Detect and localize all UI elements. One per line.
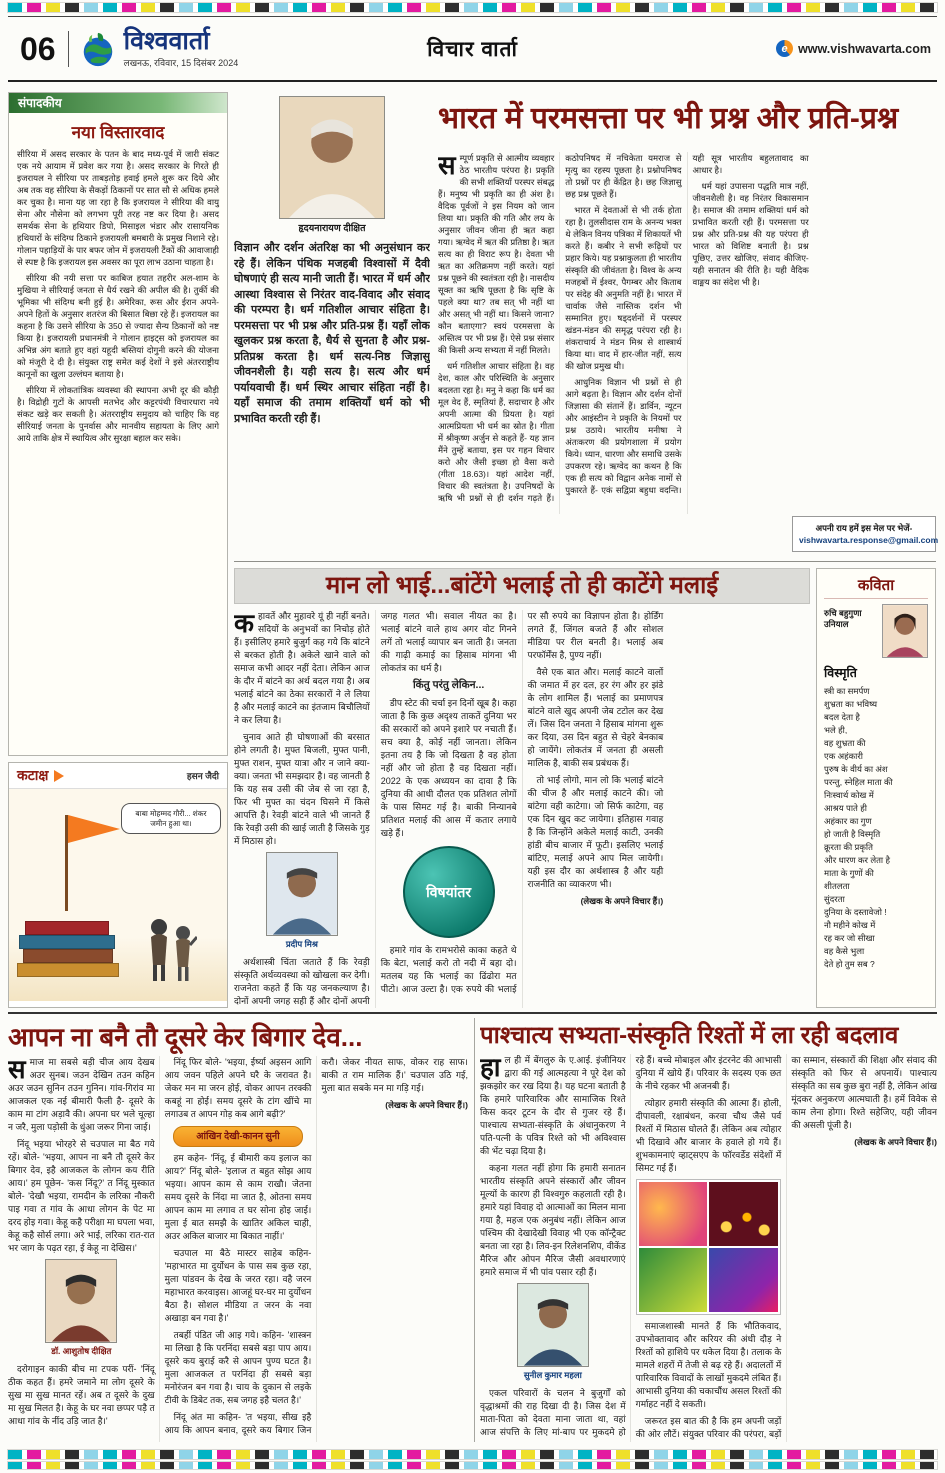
author-photo [279,96,385,234]
festival-photo [639,1182,708,1246]
speech-bubble: बाबा मोहम्मद गौरी... शंकर जमीन हुआ था। [121,803,221,834]
article-paragraph: निंदू भइया भोरहरे से चउपाल मा बैठ गये रहें। बोले- 'भइया, आपन ना बनै तौ दूसरे केर बिगार देव, इहै आजकल के लोगन कय रीति आय।' हम पूछेन- 'कस निंदू?' त निंदू मुस्कात बोले- 'देखौ भइया, रामदीन के लरिका नौकरी पाइ गवा त गांव के आधा लोगन के पेट मा दरद होइ गवा। केहू कहै परीक्षा मा घपला भवा, केहू कहै सोर्स लगा। अरे भाई, लरिका रात-रात भर जाग के पढ़त रहा, ई केहू ना देखिस।' [8,1139,155,1253]
edition-line: लखनऊ, रविवार, 15 दिसंबर 2024 [123,58,239,69]
article-paragraph: डीप स्टेट की चर्चा इन दिनों खूब है। कहा जाता है कि कुछ अदृश्य ताकतें दुनिया भर की सरकारों को अपने इशारे पर नचाती हैं। सच क्या है, कोई नहीं जानता। लेकिन इतना तय है कि जो दिखता है वह होता नहीं और जो होता है वह दिखता नहीं। 2022 के एक अध्ययन का दावा है कि दुनिया की आधी दौलत एक प्रतिशत लोगों के पास सिमट गई है। बाकी निन्यानबे प्रतिशत मलाई की आस में कतार लगाये खड़े हैं। [380,698,517,838]
author-portrait [279,96,385,219]
article-paragraph: कहना गलत नहीं होगा कि हमारी सनातन भारतीय संस्कृति अपने संस्कारों और जीवन मूल्यों के कारण ही विश्वगुरु कहलाती रही है। हमारे यहां विवाह दो आत्माओं का मिलन माना गया है, महज एक अनुबंध नहीं। लेकिन आज पश्चिम की देखादेखी विवाह भी एक कॉन्ट्रैक्ट बनता जा रहा है। लिव-इन रिलेशनशिप, वीकेंड मैरिज और ओपन मैरिज जैसी अवधारणाएं हमारे समाज में भी पांव पसार रही हैं। [480,1163,626,1277]
editorial-box [8,92,228,756]
poet-name: रुचि बहुगुणा उनियाल [824,608,862,629]
poem-line: क्रूरता की प्रकृति [824,842,873,852]
cartoon-figures [143,913,197,983]
poem-line: शीतलता [824,881,850,891]
article-paragraph: समाज मा सबसे बड़ी चीज आय देखब अउर सुनब। जउन देखिन तउन कहिन अउर जउन सुनिन तउन गुनिन। गांव-गिरांव मा आजकल एक नई बीमारी फैली है- दूसरे के काम मा टांग अड़ावै की। अपना घर भले चूल्हा न जरै, मुला पड़ोसी के धुंआ जरूर गिना जाई। [8,1056,155,1132]
poem-section-label: कविता [824,575,928,599]
poem-title: विस्मृति [824,666,857,680]
bottom-left-headline: आपन ना बनै तौ दूसरे केर बिगार देव... [8,1022,363,1052]
article-paragraph: सीरिया में लोकतांत्रिक व्यवस्था की स्थापना अभी दूर की कौड़ी है। विद्रोही गुटों के आपसी मतभेद और कट्टरपंथी विचारधारा नये संकट खड़े कर सकती है। अंतरराष्ट्रीय समुदाय को चाहिए कि वह सीरियाई जनता के पुनर्वास और मानवीय सहायता के लिए आगे आये ताकि क्षेत्र में स्थायित्व और सुरक्षा बहाल कर सके। [17,385,219,443]
bottom-right-body [480,1054,937,1442]
article-paragraph: कहावतें और मुहावरे यूं ही नहीं बनते। सदियों के अनुभवों का निचोड़ होते हैं। इसीलिए हमारे बुजुर्ग कह गये कि बांटने से बरकत होती है। अकेले खाने वाले को समाज कभी आदर नहीं देता। लेकिन आज के दौर में बांटने का अर्थ बदल गया है। अब भलाई बांटने का ठेका सरकारों ने ले लिया है और मलाई काटने का इंतजाम बिचौलियों ने कर लिया है। [234,610,370,725]
poem-line: स्त्री का समर्पण [824,686,870,696]
author-disclaimer: (लेखक के अपने विचार हैं।) [385,1100,468,1110]
poem-box [816,568,936,1008]
website-link[interactable]: www.vishwavarta.com [798,41,931,56]
feedback-email[interactable]: vishwavarta.response@gmail.com [799,535,939,545]
column-series-badge: आंखिन देखी-कानन सुनी [173,1126,302,1147]
article-paragraph: आधुनिक विज्ञान भी प्रश्नों से ही आगे बढ़ता है। विज्ञान और दर्शन दोनों जिज्ञासा की संतानें हैं। डार्विन, न्यूटन और आइंस्टीन ने प्रकृति के नियमों पर प्रश्न उठाये। भारतीय मनीषा ने अंतःकरण की प्रयोगशाला में प्रयोग किये। ध्यान, धारणा और समाधि उसके उपकरण रहे। ऋग्वेद का कथन है कि एक ही सत्य को विद्वान अनेक नामों से पुकारते हैं- एकं सद्विप्रा बहुधा वदन्ति। यही सूत्र भारतीय बहुलतावाद का आधार है। [565,153,809,495]
author-photo [266,852,338,951]
author-portrait [517,1283,589,1367]
article-paragraph: तबहीं पंडित जी आइ गये। कहिन- 'शास्त्रन मा लिखा है कि परनिंदा सबसे बड़ा पाप आय। दूसरे कय बुराई करै से आपन पुण्य घटत है। मुला आजकल त परनिंदा ही सबसे बड़ा मनोरंजन बन गवा है। चाय के दुकान से लइके टीवी के डिबेट तक, सब जगह इहै चलत है।' [164,1330,312,1405]
main-headline: भारत में परमसत्ता पर भी प्रश्न और प्रति-प्रश्न [438,102,899,135]
section-divider [234,561,936,562]
cartoon-box [8,762,228,1008]
poem-line: नौ महीने कोख में [824,920,876,930]
article-subhead: किंतु परंतु लेकिन... [412,679,485,691]
article-paragraph: भारत में देवताओं से भी तर्क होता रहा है। तुलसीदास राम के अनन्य भक्त थे लेकिन विनय पत्रिका में शिकायतें भी करते हैं। कबीर ने सभी रूढ़ियों पर प्रहार किये। यह प्रश्नाकुलता ही भारतीय संस्कृति की जीवंतता है। विश्व के अन्य मजहबों में ईश्वर, पैगम्बर और किताब पर संदेह की अनुमति नहीं है। भारत में चार्वाक जैसे नास्तिक दर्शन भी सम्मानित हुए। षड्दर्शनों में परस्पर खंडन-मंडन की समृद्ध परंपरा रही है। शंकराचार्य ने मंडन मिश्र से शास्त्रार्थ किया था। वाद में हार-जीत नहीं, सत्य की खोज प्रमुख थी। [565,205,682,371]
festival-photo [709,1182,778,1246]
pull-quote: विज्ञान और दर्शन अंतरिक्ष का भी अनुसंधान कर रहे हैं। लेकिन पंथिक मजहबी विश्वासों में दैवी घोषणाएं ही सत्य मानी जाती हैं। भारत में धर्म और आस्था विश्वास से निरंतर वाद-विवाद और संवाद की परम्परा है। धर्म गतिशील आचार संहिता है। परमसत्ता पर भी प्रश्न और प्रति-प्रश्न हैं। यहाँ लोक खुलकर प्रश्न करता है, धैर्य से सुनता है और प्रश्न-प्रतिप्रश्न करता है। धर्म सत्य-निष्ठ जिज्ञासु जीवनशैली है। यही सत्य है। सत्य और धर्म पर्यायवाची हैं। धर्म स्थिर आचार संहिता नहीं है। यहाँ समाज की तमाम शक्तियाँ धर्म को भी प्रभावित करती रही हैं। [234,242,430,425]
article-paragraph: त्योहार हमारी संस्कृति की आत्मा हैं। होली, दीपावली, रक्षाबंधन, करवा चौथ जैसे पर्व रिश्तों में मिठास घोलते हैं। लेकिन अब त्योहार भी दिखावे और बाजार के हवाले हो गये हैं। शुभकामनाएं व्हाट्सएप के फॉरवर्डेड संदेशों में सिमट गई हैं। [635,1098,782,1173]
article-paragraph: हाल ही में बेंगलुरु के ए.आई. इंजीनियर द्वारा की गई आत्महत्या ने पूरे देश को झकझोर कर रख दिया है। यह घटना बताती है कि हमारे पारिवारिक और सामाजिक रिश्ते किस कदर टूटन के दौर से गुजर रहे हैं। पाश्चात्य सभ्यता-संस्कृति के अंधानुकरण ने पति-पत्नी के पवित्र रिश्ते को भी अविश्वास की भेंट चढ़ा दिया है। [480,1054,626,1156]
feedback-note [792,516,939,552]
editorial-headline: नया विस्तारवाद [71,123,165,142]
article-paragraph: एकल परिवारों के चलन ने बुजुर्गों को वृद्धाश्रमों की राह दिखा दी है। जिस देश में माता-पिता को देवता माना जाता था, वहां आज संपत्ति के लिए मां-बाप पर मुकदमे हो रहे हैं। बच्चे मोबाइल और इंटरनेट की आभासी दुनिया में खोये हैं। परिवार के सदस्य एक छत के नीचे रहकर भी अजनबी हैं। [480,1055,782,1437]
masthead [79,28,239,69]
cartoon-label: कटाक्ष [17,767,49,783]
epaper-icon: e [776,40,793,57]
article-paragraph: धर्म यहां उपासना पद्धति मात्र नहीं, जीवनशैली है। वह निरंतर विकासमान है। समाज की तमाम शक्तियां धर्म को प्रभावित करती रही हैं। परमसत्ता पर प्रश्न और प्रति-प्रश्न की यह परंपरा ही भारत को विशिष्ट बनाती है। प्रश्न पूछिए, उत्तर खोजिए, संवाद कीजिए- यही सनातन की रीति है। यही वैदिक वाङ्मय का संदेश भी है। [692,181,809,287]
arrow-icon [54,770,64,782]
festival-photo [639,1248,708,1312]
article-paragraph: अर्थशास्त्री चिंता जताते हैं कि रेवड़ी संस्कृति अर्थव्यवस्था को खोखला कर देगी। राजनेता कहते हैं कि यह जनकल्याण है। दोनों अपनी जगह सही हैं और दोनों अपनी जगह गलत भी। सवाल नीयत का है। भलाई बांटने वाले हाथ अगर वोट गिनने लगें तो भलाई व्यापार बन जाती है। जनता की गाढ़ी कमाई का हिसाब मांगना भी लोकतंत्र का धर्म है। [234,611,517,1006]
book-illustration [23,949,113,963]
poem-line: वह कैसे भुला [824,946,865,956]
editorial-body [9,148,227,748]
saffron-flag-icon [68,815,120,843]
article-paragraph: हम कहेन- 'निंदू, ई बीमारी कय इलाज का आय?' निंदू बोले- 'इलाज त बहुत सोझ आय भइया। आपन काम से काम राखौ। जेतना समय दूसरे के निंदा मा जात है, ओतना समय आपन काम मा लगाव त घर सोना होइ जाई। मुला ई बात समझै के खातिर अकिल चाही, अउर अकिल बाजार मा बिकात नाहीं।' [164,1153,312,1241]
poem-line: एक अहंकारी [824,751,864,761]
book-illustration [19,935,115,949]
page-number: 06 [8,31,69,67]
cartoon-illustration [9,789,227,1001]
poem-line: परन्तु, स्नेहिल माता की [824,777,893,787]
article-paragraph: चुनाव आते ही घोषणाओं की बरसात होने लगती है। मुफ्त बिजली, मुफ्त पानी, मुफ्त राशन, मुफ्त यात्रा और न जाने क्या-क्या। जनता भी समझदार है। वह जानती है कि यह सब उसी की जेब से जा रहा है, फिर भी मुफ्त का चंदन घिसने में किसे आपत्ति है। रेवड़ी बांटने वाले भी जानते हैं कि रेवड़ी उसी की खाई जाती है जिसके गुड़ में मिठास हो। [234,732,370,846]
poem-line: दुनिया के दस्तावेजो ! [824,907,887,917]
cartoonist-name: हसन जैदी [186,771,219,781]
poem-line: निःस्वार्थ कोख में [824,790,874,800]
poem-line: पुरुष के वीर्य का अंश [824,764,888,774]
print-registration-bar [8,3,937,12]
author-portrait [266,852,338,936]
article-paragraph: जरूरत इस बात की है कि हम अपनी जड़ों की ओर लौटें। संयुक्त परिवार की परंपरा, बड़ों का सम्मान, संस्कारों की शिक्षा और संवाद की संस्कृति को फिर से अपनायें। पाश्चात्य संस्कृति का सब कुछ बुरा नहीं है, लेकिन आंख मूंदकर अनुकरण आत्मघाती है। हमें विवेक से काम लेना होगा। रिश्ते सहेजिए, यही जीवन की असली पूंजी है। [635,1055,937,1439]
article-paragraph: धर्म गतिशील आचार संहिता है। वह देश, काल और परिस्थिति के अनुसार बदलता रहा है। मनु ने कहा कि धर्म का मूल वेद हैं, स्मृतियां हैं, सदाचार है और अपनी आत्मा की प्रियता है। यहां आत्मप्रियता भी धर्म का स्रोत है। गीता में श्रीकृष्ण अर्जुन से कहते हैं- यह ज्ञान मैंने तुम्हें बताया, इस पर गहन विचार करो और जैसी इच्छा हो वैसा करो (गीता 18.63)। यहां आदेश नहीं, विचार की स्वतंत्रता है। उपनिषदों के ऋषि भी प्रश्नों से ही दर्शन गढ़ते हैं। कठोपनिषद में नचिकेता यमराज से मृत्यु का रहस्य पूछता है। प्रश्नोपनिषद तो प्रश्नों पर ही केंद्रित है। छह जिज्ञासु छह प्रश्न पूछते हैं। [438,153,682,503]
print-registration-bar [8,1450,937,1459]
author-name: प्रदीप मिश्र [285,938,318,949]
poem-line: रह कर जो सीखा [824,933,875,943]
website-box [776,40,937,57]
author-name: हृदयनारायण दीक्षित [298,223,366,235]
print-registration-bar [8,1462,937,1469]
drop-cap: स [438,152,456,180]
book-illustration [17,963,119,977]
poem-line: माता के गुणों की [824,868,874,878]
author-disclaimer: (लेखक के अपने विचार हैं।) [854,1137,937,1147]
article-paragraph: चउपाल मा बैठे मास्टर साहेब कहिन- 'महाभारत मा दुर्योधन के पास सब कुछ रहा, मुला पांडवन के देख के जरत रहा। वहै जरन महाभारत करवाइस। आजहूं घर-घर मा दुर्योधन बैठा है। सोशल मीडिया त जरन के नवा अखाड़ा बन गवा है।' [164,1248,312,1323]
page-header [8,16,937,82]
poet-portrait [882,604,928,658]
article-paragraph: सीरिया की नयी सत्ता पर काबिज हयात तहरीर अल-शाम के मुखिया ने सीरियाई जनता से धैर्य रखने की अपील की है। तुर्की की भूमिका भी संदिग्ध बनी हुई है। अमेरिका, रूस और ईरान अपने-अपने हितों के अनुसार शतरंज की बिसात बिछा रहे हैं। इजरायल का कहना है कि उसने सीरिया के 350 से ज्यादा सैन्य ठिकानों को नष्ट किया है। इजरायली प्रधानमंत्री ने गोलान हाइट्स को इजरायल का अभिन्न अंग बताते हुए वहां यहूदी बस्तियां दोगुनी करने की योजना को मंजूरी दे दी है। संयुक्त राष्ट्र समेत कई देशों ने इसे अंतरराष्ट्रीय कानूनों का खुला उल्लंघन बताया है। [17,273,219,379]
column-divider [474,1018,475,1442]
section-title: विचार वार्ता [427,37,518,61]
drop-cap: हा [480,1054,501,1082]
poem-line: अहंकार का गुण [824,816,872,826]
poem-lines [824,685,928,971]
feedback-label: अपनी राय हमें इस मेल पर भेजें- [815,523,913,533]
topic-circle-badge: विषयांतर [403,846,495,938]
author-photo [45,1259,117,1358]
poem-line: हो जाती है विस्मृति [824,829,881,839]
article-paragraph: सम्पूर्ण प्रकृति से आत्मीय व्यवहार ठेठ भारतीय परंपरा है। प्रकृति की सभी शक्तियाँ परस्पर संबद्ध हैं। मनुष्य भी प्रकृति का ही अंश है। वैदिक पूर्वजों ने इस नियम को जान लिया था। प्रकृति की गति और लय के अनुसार जीवन जीना ही ऋत कहा गया। ऋग्वेद में ऋत की प्रतिष्ठा है। ऋत सत्य का ही विराट रूप है। देवता भी ऋत का अतिक्रमण नहीं करते। यहां प्रश्न पूछने की स्वतंत्रता रही है। नासदीय सूक्त का ऋषि पूछता है कि सृष्टि के पहले क्या था? तब सत् भी नहीं था और असत् भी नहीं था। किसने जाना? कौन बताएगा? स्वयं परमसत्ता के अस्तित्व पर भी प्रश्न हैं। ऐसे प्रश्न संसार की किसी अन्य सभ्यता में नहीं मिलते। [438,152,555,355]
author-portrait [45,1259,117,1343]
article-paragraph: तो भाई लोगो, मान लो कि भलाई बांटने की चीज है और मलाई काटने की। जो बांटेगा वही काटेगा। जो सिर्फ काटेगा, वह एक दिन खुद कट जायेगा। इतिहास गवाह है कि जिन्होंने अकेले मलाई काटी, उनकी हांडी बीच बाजार में फूटी। इसलिए भलाई बांटिए, मलाई अपने आप मिल जायेगी। यही इस दौर का अर्थशास्त्र है और यही राजनीति का व्याकरण भी। [527,775,664,889]
author-name: सुनील कुमार महला [523,1369,582,1380]
festival-collage [636,1179,782,1315]
poem-line: सुंदरता [824,894,845,904]
paper-name: विश्ववार्ता [123,26,210,55]
drop-cap: स [8,1056,26,1084]
article-paragraph: निंदू फिर बोले- 'भइया, ईर्ष्या अइसन आगि आय जवन पहिले अपने घरै के जरावत है। जेकर मन मा जरन होई, वोकर आपन तरक्की कबहूं ना होई। समय दूसरे के टांग खींचे मा लगाउब त आपन गोड़ कब आगे बढ़ी?' [164,1057,312,1119]
poem-line: वह शुभ्रता की [824,738,866,748]
main-article-quote-column [234,94,430,564]
bottom-section-divider [8,1012,937,1014]
festival-photo [709,1248,778,1312]
article-paragraph: सीरिया में असद सरकार के पतन के बाद मध्य-पूर्व में जारी संकट एक नये आयाम में प्रवेश कर गया है। असद सरकार के गिरते ही इजरायल ने सीरिया पर ताबड़तोड़ हवाई हमले शुरू कर दिये और अब तक वह सीरिया के सैकड़ों ठिकानों पर सात सौ से अधिक हमले कर चुका है। माना यह जा रहा है कि इजरायल ने सीरिया की वायु सेना और नौसेना को लगभग पूरी तरह नष्ट कर दिया है। असद समर्थक सेना के हथियार डिपो, मिसाइल भंडार और रासायनिक हथियारों के संदिग्ध ठिकाने इजरायली बमबारी के प्रमुख निशाने रहे। गोलान पहाड़ियों के पार बफर जोन में इजरायली टैंकों की आवाजाही से स्पष्ट है कि इजरायल इस अवसर का पूरा लाभ उठाना चाहता है। [17,149,219,267]
article-paragraph: दरोगाइन काकी बीच मा टपक परीं- 'निंदू ठीक कहत हैं। हमरे जमाने मा लोग दूसरे के सुख मा सुख मानत रहें। अब त दूसरे के दुख मा सुख मिलत है। केहू के घर नवा छप्पर पड़ै त आधा गांव के नींद उड़ि जात है।' [8,1363,155,1426]
drop-cap: क [234,610,254,638]
poem-line: और धारण कर लेता है [824,855,890,865]
globe-logo-icon [79,30,117,68]
article-paragraph: समाजशास्त्री मानते हैं कि भौतिकवाद, उपभोक्तावाद और करियर की अंधी दौड़ ने रिश्तों को हाशिये पर धकेल दिया है। तलाक के मामले शहरों में तेजी से बढ़ रहे हैं। अदालतों में पारिवारिक विवादों के लाखों मुकदमे लंबित हैं। आभासी दुनिया की चकाचौंध असल रिश्तों की गर्माहट नहीं दे सकती। [635,1321,782,1409]
poem-line: आश्रय पाते ही [824,803,867,813]
article-paragraph: वैसे एक बात और। मलाई काटने वालों की जमात में हर दल, हर रंग और हर झंडे के लोग शामिल हैं। भलाई का प्रमाणपत्र बांटने वाले खुद अपनी जेब टटोल कर देख लें। जिस दिन जनता ने हिसाब मांगना शुरू कर दिया, उस दिन बहुत से चेहरे बेनकाब हो जायेंगे। लोकतंत्र में जनता ही असली मालिक है, बाकी सब प्रबंधक हैं। [527,667,664,768]
poem-line: भले ही, [824,725,848,735]
poem-line: शुभ्रता का भविष्य [824,699,878,709]
article-paragraph: हमारे गांव के रामभरोसे काका कहते थे कि बेटा, भलाई करो तो नदी में बहा दो। मतलब यह कि भलाई का ढिंढोरा मत पीटो। आज उल्टा है। एक रुपये की भलाई पर सौ रुपये का विज्ञापन होता है। होर्डिंग लगते हैं, जिंगल बजते हैं और सोशल मीडिया पर रील बनती है। भलाई अब परफॉर्मेंस है, पुण्य नहीं। [380,611,664,994]
poem-line: देते हो तुम सब ? [824,959,875,969]
middle-article-body [234,610,810,1008]
main-article-body [438,152,936,514]
middle-headline: मान लो भाई...बांटेंगे भलाई तो ही काटेंगे मलाई [234,568,810,604]
bottom-right-headline: पाश्चात्य सभ्यता-संस्कृति रिश्तों में ला रही बदलाव [480,1022,899,1049]
author-name: डॉ. आशुतोष दीक्षित [51,1345,112,1356]
editorial-label: संपादकीय [9,93,227,113]
author-disclaimer: (लेखक के अपने विचार हैं।) [580,896,664,906]
poem-line: बदल देता है [824,712,860,722]
book-illustration [25,921,109,935]
bottom-left-body [8,1056,468,1442]
article-paragraph: निंदू अंत मा कहिन- 'त भइया, सीख इहै आय कि आपन बनाव, दूसरे कय बिगार जिन करौ। जेकर नीयत साफ, वोकर राह साफ। बाकी त राम मालिक हैं।' चउपाल उठि गई, मुला बात सबके मन मा गड़ि गई। [164,1057,468,1435]
author-photo [517,1283,589,1382]
